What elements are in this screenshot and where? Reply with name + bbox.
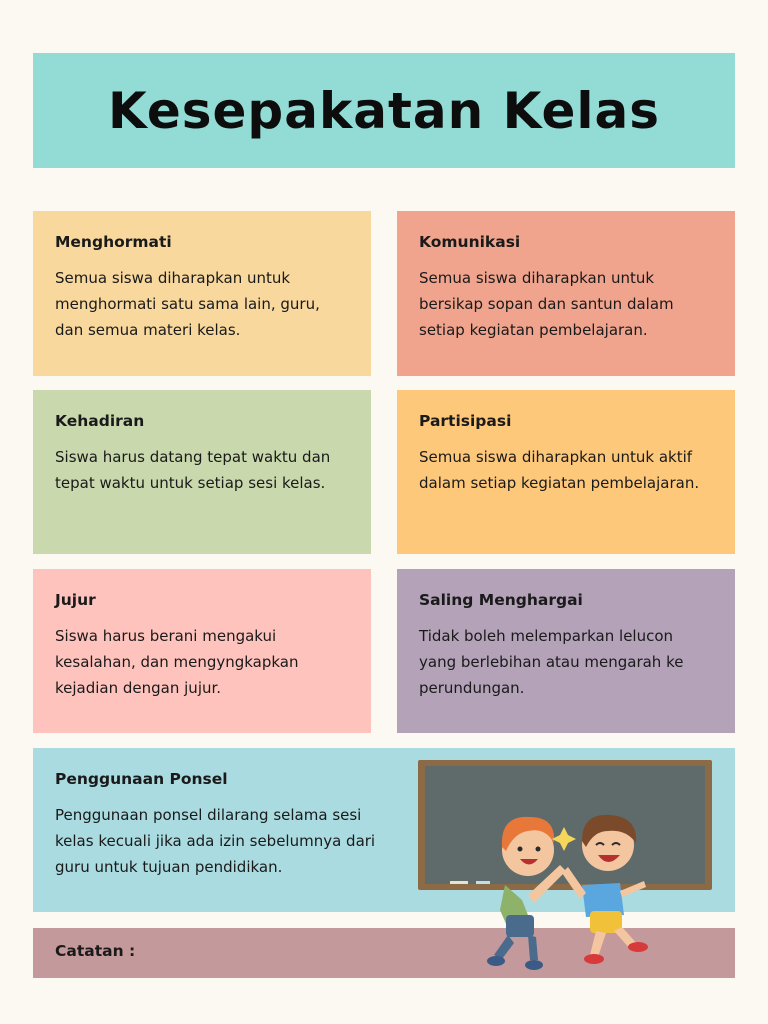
card-text: Penggunaan ponsel dilarang selama sesi kelas kecuali jika ada izin sebelumnya dari guru untuk tujuan pendidikan.	[55, 806, 376, 876]
card-title: Partisipasi	[419, 412, 512, 430]
card-kehadiran	[33, 390, 371, 554]
card-komunikasi	[397, 211, 735, 376]
card-text: Semua siswa diharapkan untuk bersikap sopan dan santun dalam setiap kegiatan pembelajaran.	[419, 269, 674, 339]
page-title: Kesepakatan Kelas	[107, 81, 661, 140]
card-text: Tidak boleh melemparkan lelucon yang berlebihan atau mengarah ke perundungan.	[419, 627, 684, 697]
catatan-label: Catatan :	[55, 942, 136, 960]
title-banner	[33, 53, 735, 168]
card-text: Siswa harus datang tepat waktu dan tepat waktu untuk setiap sesi kelas.	[55, 448, 331, 492]
card-title: Menghormati	[55, 233, 172, 251]
card-title: Komunikasi	[419, 233, 521, 251]
card-title: Saling Menghargai	[419, 591, 583, 609]
card-title: Penggunaan Ponsel	[55, 770, 228, 788]
card-text: Siswa harus berani mengakui kesalahan, dan mengyngkapkan kejadian dengan jujur.	[55, 627, 299, 697]
card-title: Jujur	[55, 591, 96, 609]
card-partisipasi	[397, 390, 735, 554]
card-title: Kehadiran	[55, 412, 145, 430]
kids-high-five-chalkboard-illustration	[410, 755, 720, 975]
card-saling-menghargai	[397, 569, 735, 733]
card-text: Semua siswa diharapkan untuk aktif dalam setiap kegiatan pembelajaran.	[419, 448, 700, 492]
card-menghormati	[33, 211, 371, 376]
card-text: Semua siswa diharapkan untuk menghormati satu sama lain, guru, dan semua materi kelas.	[55, 269, 320, 339]
chalkboard	[425, 766, 705, 884]
card-jujur	[33, 569, 371, 733]
